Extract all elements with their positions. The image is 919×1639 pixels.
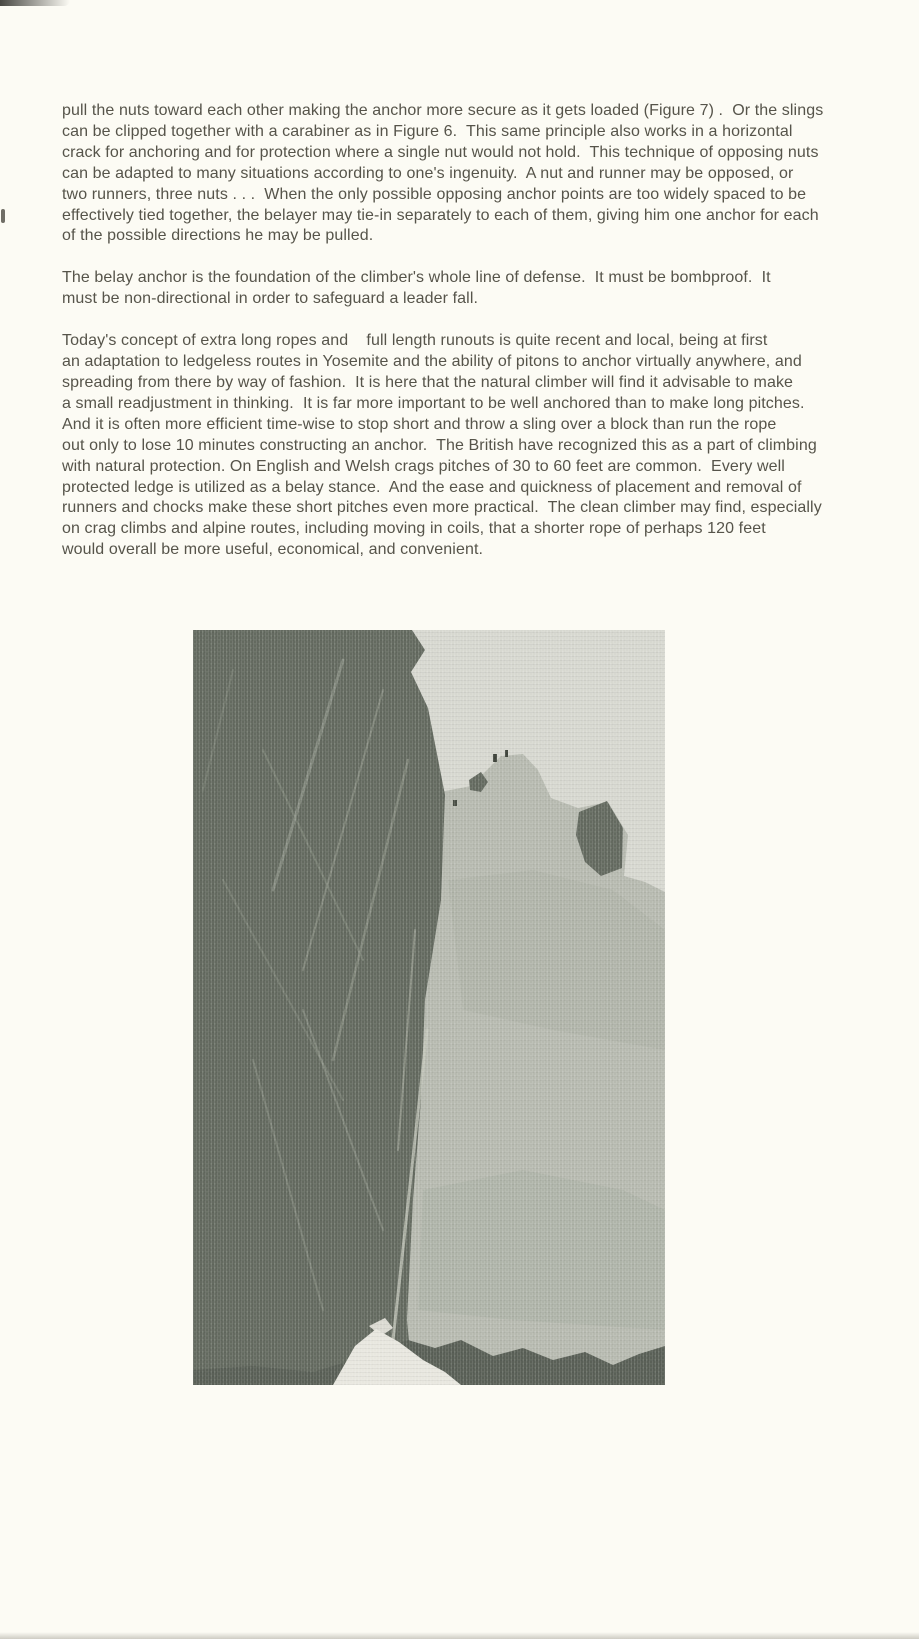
text-line: would overall be more useful, economical, and convenient. (62, 541, 484, 559)
text-line: The belay anchor is the foundation of the climber's whole line of defense. It must be bombproof. It (62, 269, 771, 287)
text-line: of the possible directions he may be pulled. (62, 227, 374, 245)
paragraph-rope-length (62, 331, 862, 561)
cliff-photograph (193, 630, 665, 1385)
scan-bottom-edge (0, 1632, 919, 1639)
text-line: can be clipped together with a carabiner as in Figure 6. This same principle also works in a horizontal (62, 122, 793, 140)
text-line: And it is often more efficient time-wise to stop short and throw a sling over a block than run the rope (62, 415, 777, 433)
text-line: spreading from there by way of fashion. It is here that the natural climber will find it advisable to make (62, 373, 794, 391)
document-text (62, 101, 862, 582)
paragraph-belay-anchor (62, 268, 862, 310)
text-line: runners and chocks make these short pitches even more practical. The clean climber may find, especially (62, 499, 822, 517)
climber-figure (505, 750, 508, 757)
cliff-photo-graphic (193, 630, 665, 1385)
scan-tick-artifact (1, 209, 5, 223)
scan-smudge-artifact (0, 0, 70, 6)
rock-shading-lower (418, 1170, 665, 1330)
text-line: Today's concept of extra long ropes and full length runouts is quite recent and local, being at first (62, 332, 768, 350)
text-line: out only to lose 10 minutes constructing an anchor. The British have recognized this as a part of climbing (62, 436, 817, 454)
text-line: pull the nuts toward each other making the anchor more secure as it gets loaded (Figure 7) . Or the slings (62, 102, 824, 119)
paragraph-opposing-nuts (62, 101, 862, 247)
text-line: crack for anchoring and for protection where a single nut would not hold. This technique of opposing nuts (62, 143, 819, 161)
text-line: on crag climbs and alpine routes, including moving in coils, that a shorter rope of perhaps 120 feet (62, 520, 766, 538)
climber-figure (493, 754, 497, 762)
text-line: a small readjustment in thinking. It is far more important to be well anchored than to make long pitches. (62, 394, 805, 412)
text-line: with natural protection. On English and Welsh crags pitches of 30 to 60 feet are common. Every well (62, 457, 785, 475)
text-line: must be non-directional in order to safeguard a leader fall. (62, 290, 479, 308)
text-line: effectively tied together, the belayer may tie-in separately to each of them, giving him one anchor for each (62, 206, 819, 224)
text-line: can be adapted to many situations according to one's ingenuity. A nut and runner may be opposed, or (62, 164, 794, 182)
text-line: two runners, three nuts . . . When the only possible opposing anchor points are too widely spaced to be (62, 185, 807, 203)
climber-figure (453, 800, 457, 806)
text-line: an adaptation to ledgeless routes in Yosemite and the ability of pitons to anchor virtually anywhere, and (62, 353, 802, 371)
text-line: protected ledge is utilized as a belay stance. And the ease and quickness of placement and removal of (62, 478, 802, 496)
